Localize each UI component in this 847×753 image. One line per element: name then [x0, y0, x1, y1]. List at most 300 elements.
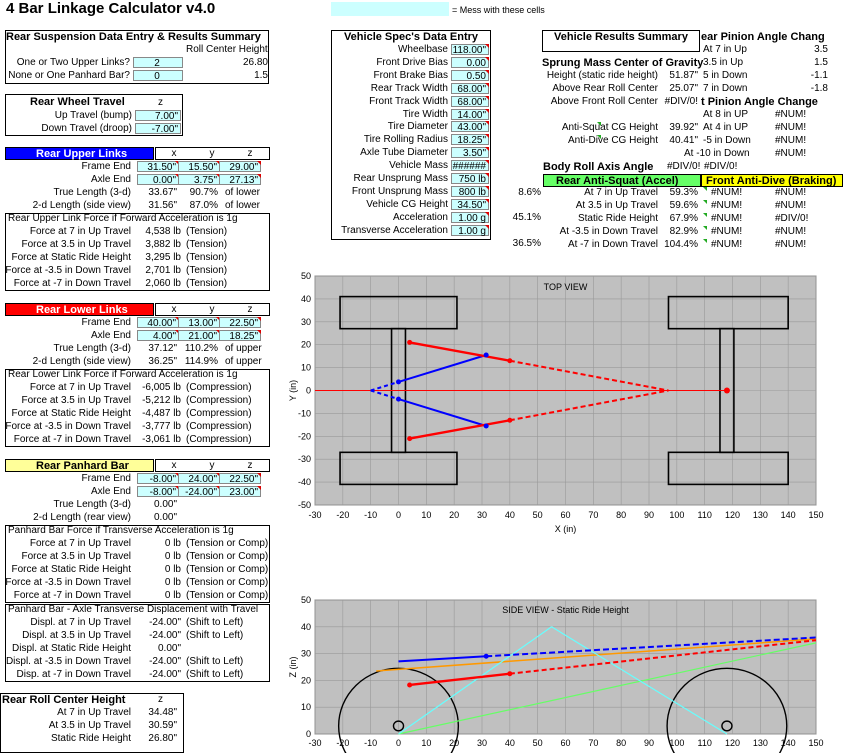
panhard-force-label: Force at -3.5 in Down Travel	[5, 577, 131, 588]
x-tick-label: 60	[560, 738, 571, 748]
spec-input[interactable]: 18.25"	[451, 134, 489, 145]
roll-center-value: 30.59"	[148, 720, 177, 731]
top-view-title: TOP VIEW	[543, 282, 588, 292]
lower-links-value-x: 36.25"	[148, 356, 177, 367]
upper-links-col-y: y	[209, 148, 215, 159]
upper-links-force-label: Force at -7 in Down Travel	[13, 278, 131, 289]
panhard-force-value: 0 lb	[164, 551, 181, 562]
upper-links-value-y: 87.0%	[189, 200, 218, 211]
anti-dive-v1: #NUM!	[711, 213, 743, 224]
x-tick-label: -10	[364, 510, 378, 520]
x-tick-label: 60	[560, 510, 571, 520]
sprung-header: Sprung Mass Center of Gravity	[542, 57, 704, 69]
y-axis-label: Z (in)	[288, 656, 298, 678]
x-tick-label: 140	[780, 510, 796, 520]
x-tick-label: 10	[421, 510, 432, 520]
spec-label: Front Drive Bias	[376, 56, 448, 68]
pinion-front-label: -5 in Down	[703, 135, 751, 146]
anti-dive-v1: #NUM!	[711, 187, 743, 198]
panhard-disp-label: Displ. at 3.5 in Up Travel	[22, 630, 131, 641]
spec-input[interactable]: 118.00"	[451, 44, 489, 55]
x-tick-label: 90	[643, 738, 655, 748]
cg-note-marker	[597, 135, 601, 139]
panhard-disp-value: 0.00"	[157, 643, 181, 654]
axle-center-marker	[724, 388, 730, 394]
roll-center-col-header: Roll Center Height	[186, 44, 268, 55]
anti-squat-label: At 7 in Up Travel	[584, 187, 658, 198]
upper-links-force-type: (Tension)	[186, 252, 228, 263]
lower-links-row-label: Axle End	[90, 330, 131, 341]
legend-swatch	[331, 2, 449, 16]
x-tick-label: 50	[532, 510, 543, 520]
upper-links-input-z[interactable]: 27.13"	[219, 174, 261, 185]
y-tick-label: 10	[300, 702, 311, 713]
lower-links-input-z[interactable]: 18.25"	[219, 330, 261, 341]
x-tick-label: 80	[616, 510, 627, 520]
pinion-rear-value: -1.1	[810, 70, 828, 81]
upper-links-row-label: 2-d Length (side view)	[32, 200, 131, 211]
spec-note-marker	[485, 173, 489, 177]
upper-links-force-value: 2,060 lb	[145, 278, 181, 289]
spec-input[interactable]: 68.00"	[451, 83, 489, 94]
panhard-row-label: Frame End	[81, 473, 131, 484]
spec-input[interactable]: 43.00"	[451, 121, 489, 132]
pinion-front-header: t Pinion Angle Change	[701, 96, 818, 108]
pinion-rear-label: 3.5 in Up	[703, 57, 744, 68]
pinion-rear-label: 5 in Down	[703, 70, 748, 81]
upper-links-value-z: of lower	[225, 187, 261, 198]
spec-input[interactable]: 68.00"	[451, 96, 489, 107]
x-axis-label: X (in)	[554, 524, 577, 534]
panhard-input-y[interactable]: 24.00"	[178, 473, 220, 484]
panhard-note-marker	[257, 486, 261, 490]
rear-summary-result: 26.80	[242, 57, 268, 68]
top-view-chart	[290, 268, 826, 558]
spec-note-marker	[485, 44, 489, 48]
panhard-value-x: 0.00"	[153, 512, 177, 523]
lower-links-input-x[interactable]: 4.00"	[137, 330, 179, 341]
spec-label: Axle Tube Diameter	[360, 147, 448, 159]
x-tick-label: 30	[476, 738, 488, 748]
cg-label: Anti-Dive CG Height	[567, 135, 658, 146]
pinion-front-label: At 8 in UP	[703, 109, 749, 120]
lower-links-force-value: -5,212 lb	[142, 395, 181, 406]
y-tick-label: -30	[297, 454, 311, 465]
upper-links-force-label: Force at Static Ride Height	[11, 252, 131, 263]
y-tick-label: 10	[300, 362, 311, 373]
rear-travel-header: Rear Wheel Travel	[30, 96, 125, 108]
panhard-force-type: (Tension or Comp)	[186, 538, 269, 549]
pinion-rear-label: 7 in Down	[703, 83, 748, 94]
lower-links-value-y: 110.2%	[184, 343, 218, 354]
rear-travel-label: Up Travel (bump)	[54, 110, 132, 121]
spec-label: Acceleration	[392, 211, 448, 223]
spec-input[interactable]: 0.00	[451, 57, 489, 68]
legend-note: = Mess with these cells	[452, 5, 545, 15]
spec-note-marker	[485, 57, 489, 61]
pinion-front-label: At -10 in Down	[684, 148, 750, 159]
pinion-rear-value: 3.5	[814, 44, 828, 55]
lower-links-force-label: Force at 7 in Up Travel	[29, 382, 131, 393]
upper-links-force-type: (Tension)	[186, 239, 228, 250]
y-tick-label: -50	[297, 500, 311, 510]
panhard-input-y[interactable]: -24.00"	[178, 486, 220, 497]
panhard-col-x: x	[171, 460, 177, 471]
lower-link-joint	[507, 358, 512, 363]
panhard-force-value: 0 lb	[164, 564, 181, 575]
panhard-disp-value: -24.00"	[149, 669, 181, 680]
upper-links-header: Rear Upper Links	[5, 147, 154, 160]
panhard-col-z: z	[247, 460, 253, 471]
x-tick-label: 120	[724, 738, 741, 748]
anti-squat-header: Rear Anti-Squat (Accel)	[543, 174, 701, 187]
body-roll-v1: #DIV/0!	[667, 161, 701, 172]
lower-links-col-y: y	[209, 304, 215, 315]
panhard-disp-title: Panhard Bar - Axle Transverse Displacement with Travel	[8, 604, 259, 615]
x-tick-label: 100	[669, 738, 685, 748]
pinion-front-value: #NUM!	[775, 148, 807, 159]
x-tick-label: 130	[752, 738, 768, 748]
lower-links-force-type: (Compression)	[186, 434, 252, 445]
lower-links-value-z: of upper	[225, 356, 262, 367]
upper-links-input-x[interactable]: 31.50"	[137, 161, 179, 172]
sprung-label: Above Rear Roll Center	[552, 83, 658, 94]
y-tick-label: 20	[300, 675, 311, 686]
anti-squat-value: 67.9%	[669, 213, 698, 224]
spec-input[interactable]: 3.50"	[451, 147, 489, 158]
panhard-force-value: 0 lb	[164, 590, 181, 601]
panhard-row-label: 2-d Length (rear view)	[33, 512, 131, 523]
y-tick-label: 50	[300, 595, 311, 605]
rear-travel-input[interactable]: 7.00"	[135, 110, 181, 121]
x-tick-label: 10	[421, 738, 432, 748]
upper-links-force-value: 4,538 lb	[145, 226, 181, 237]
spec-label: Tire Width	[402, 108, 448, 120]
anti-dive-v2: #NUM!	[775, 239, 807, 250]
lower-links-col-z: z	[247, 304, 253, 315]
y-axis-label: Y (in)	[288, 379, 298, 402]
anti-dive-marker	[703, 226, 707, 230]
lower-links-value-z: of upper	[225, 343, 262, 354]
lower-links-input-x[interactable]: 40.00"	[137, 317, 179, 328]
lower-links-value-y: 114.9%	[184, 356, 218, 367]
rear-summary-input[interactable]: 0	[133, 70, 183, 81]
cg-value: 39.92"	[669, 122, 698, 133]
lower-links-force-value: -3,061 lb	[142, 434, 181, 445]
anti-dive-v1: #NUM!	[711, 200, 743, 211]
x-tick-label: 150	[808, 510, 824, 520]
rear-travel-input[interactable]: -7.00"	[135, 123, 181, 134]
y-tick-label: 40	[300, 293, 311, 304]
upper-links-input-z[interactable]: 29.00"	[219, 161, 261, 172]
roll-center-label: At 7 in Up Travel	[57, 707, 131, 718]
panhard-value-x: 0.00"	[153, 499, 177, 510]
cg-value: 40.41"	[669, 135, 698, 146]
upper-links-force-label: Force at 7 in Up Travel	[29, 226, 131, 237]
lower-links-note-marker	[257, 330, 261, 334]
y-tick-label: 0	[305, 729, 311, 739]
upper-links-value-x: 33.67"	[148, 187, 177, 198]
anti-dive-marker	[703, 187, 707, 191]
pinion-front-value: #NUM!	[775, 109, 807, 120]
x-tick-label: -30	[308, 738, 322, 748]
y-tick-label: -40	[297, 477, 311, 488]
lower-links-force-type: (Compression)	[186, 395, 252, 406]
lower-links-force-type: (Compression)	[186, 421, 252, 432]
lower-links-force-title: Rear Lower Link Force if Forward Acceleration is 1g	[8, 369, 238, 380]
pinion-front-label: At 4 in UP	[703, 122, 749, 133]
spec-note-marker	[485, 160, 489, 164]
upper-links-force-type: (Tension)	[186, 226, 228, 237]
panhard-force-label: Force at 3.5 in Up Travel	[21, 551, 131, 562]
anti-squat-value: 59.3%	[669, 187, 698, 198]
spec-note-marker	[485, 109, 489, 113]
anti-dive-v1: #NUM!	[711, 226, 743, 237]
lower-links-input-y[interactable]: 21.00"	[178, 330, 220, 341]
rear-travel-label: Down Travel (droop)	[41, 123, 132, 134]
rear-summary-label: None or One Panhard Bar?	[8, 70, 130, 81]
upper-links-col-box	[155, 147, 270, 160]
cg-label: Anti-Squat CG Height	[561, 122, 658, 133]
upper-links-row-label: Frame End	[81, 161, 131, 172]
spec-input[interactable]: 1.00 g	[451, 212, 489, 223]
spec-label: Front Unsprung Mass	[351, 185, 448, 197]
lower-links-col-box	[155, 303, 270, 316]
body-roll-v2: #DIV/0!	[704, 161, 738, 172]
lower-links-force-value: -6,005 lb	[142, 382, 181, 393]
roll-center-value: 34.48"	[148, 707, 177, 718]
x-tick-label: 140	[780, 738, 796, 748]
panhard-force-type: (Tension or Comp)	[186, 577, 269, 588]
y-tick-label: 50	[300, 271, 311, 281]
x-tick-label: 0	[395, 510, 402, 520]
pinion-front-value: #NUM!	[775, 122, 807, 133]
panhard-col-y: y	[209, 460, 215, 471]
upper-link-joint	[396, 397, 401, 402]
anti-dive-marker	[703, 239, 707, 243]
x-tick-label: -20	[336, 510, 350, 520]
lower-links-input-z[interactable]: 22.50"	[219, 317, 261, 328]
sprung-label: Above Front Roll Center	[550, 96, 658, 107]
panhard-disp-label: Displ. at -3.5 in Down Travel	[5, 656, 131, 667]
spec-label: Wheelbase	[397, 44, 448, 55]
anti-squat-label: At 3.5 in Up Travel	[575, 200, 658, 211]
x-tick-label: 70	[588, 738, 599, 748]
lower-links-input-y[interactable]: 13.00"	[178, 317, 220, 328]
y-tick-label: -10	[297, 408, 311, 419]
x-tick-label: 120	[724, 510, 741, 520]
panhard-input-x[interactable]: -8.00"	[137, 473, 179, 484]
upper-link-joint	[484, 353, 489, 358]
y-tick-label: -20	[297, 431, 311, 442]
lower-links-header: Rear Lower Links	[5, 303, 154, 316]
rear-summary-label: One or Two Upper Links?	[16, 57, 130, 68]
rear-summary-input[interactable]: 2	[133, 57, 183, 68]
spec-note-marker	[485, 70, 489, 74]
anti-dive-v2: #NUM!	[775, 187, 807, 198]
upper-links-input-y[interactable]: 3.75"	[178, 174, 220, 185]
panhard-input-x[interactable]: -8.00"	[137, 486, 179, 497]
panhard-disp-type: (Shift to Left)	[186, 630, 244, 641]
spec-input[interactable]: 0.50	[451, 70, 489, 81]
panhard-force-label: Force at -7 in Down Travel	[13, 590, 131, 601]
x-tick-label: 20	[449, 510, 460, 520]
sprung-value: #DIV/0!	[664, 96, 698, 107]
spec-label: Vehicle CG Height	[366, 198, 448, 210]
lower-links-row-label: Frame End	[81, 317, 131, 328]
upper-links-input-y[interactable]: 15.50"	[178, 161, 220, 172]
sprung-value: 25.07"	[669, 83, 698, 94]
upper-links-note-marker	[257, 161, 261, 165]
lower-link-joint	[507, 418, 512, 423]
x-tick-label: -20	[336, 738, 350, 748]
upper-link-joint	[484, 654, 489, 659]
spec-input[interactable]: ######	[451, 160, 489, 171]
lower-link-joint	[407, 340, 412, 345]
roll-center-col: z	[158, 694, 163, 705]
lower-links-note-marker	[257, 317, 261, 321]
panhard-force-value: 0 lb	[164, 538, 181, 549]
x-tick-label: -30	[308, 510, 322, 520]
panhard-disp-label: Displ. at Static Ride Height	[12, 643, 131, 654]
lower-link-joint	[507, 671, 512, 676]
x-tick-label: 150	[808, 738, 824, 748]
panhard-row-label: True Length (3-d)	[53, 499, 131, 510]
spec-input[interactable]: 1.00 g	[451, 225, 489, 236]
x-tick-label: 40	[504, 510, 515, 520]
x-tick-label: 90	[643, 510, 655, 520]
spec-input[interactable]: 14.00"	[451, 109, 489, 120]
x-tick-label: 0	[395, 738, 402, 748]
spec-note-marker	[485, 199, 489, 203]
y-tick-label: 20	[300, 339, 311, 350]
upper-links-value-z: of lower	[225, 200, 261, 211]
panhard-input-z[interactable]: 23.00"	[219, 486, 261, 497]
pinion-rear-header: ear Pinion Angle Chang	[701, 31, 825, 43]
spec-note-marker	[485, 96, 489, 100]
spec-label: Front Brake Bias	[373, 69, 448, 81]
lower-links-row-label: True Length (3-d)	[53, 343, 131, 354]
panhard-disp-label: Displ. at 7 in Up Travel	[30, 617, 131, 628]
upper-link-joint	[396, 379, 401, 384]
spec-note-marker	[485, 83, 489, 87]
anti-squat-value: 59.6%	[669, 200, 698, 211]
lower-links-force-label: Force at -3.5 in Down Travel	[5, 421, 131, 432]
anti-squat-value: 104.4%	[664, 239, 698, 250]
upper-links-value-y: 90.7%	[189, 187, 218, 198]
upper-links-value-x: 31.56"	[148, 200, 177, 211]
x-tick-label: 70	[588, 510, 599, 520]
panhard-force-label: Force at 7 in Up Travel	[29, 538, 131, 549]
spec-side-pct: 8.6%	[518, 187, 541, 198]
body-roll-label: Body Roll Axis Angle	[543, 161, 654, 173]
pinion-rear-value: 1.5	[814, 57, 828, 68]
anti-dive-v2: #NUM!	[775, 226, 807, 237]
rear-summary-result: 1.5	[254, 70, 268, 81]
spec-label: Rear Unsprung Mass	[353, 173, 448, 184]
rear-summary-header: Rear Suspension Data Entry & Results Summary	[6, 31, 261, 43]
upper-links-note-marker	[257, 174, 261, 178]
pinion-front-value: #NUM!	[775, 135, 807, 146]
panhard-disp-label: Disp. at -7 in Down Travel	[16, 669, 131, 680]
upper-links-force-label: Force at 3.5 in Up Travel	[21, 239, 131, 250]
panhard-row-label: Axle End	[90, 486, 131, 497]
panhard-disp-type: (Shift to Left)	[186, 669, 244, 680]
spec-note-marker	[485, 121, 489, 125]
x-tick-label: 40	[504, 738, 515, 748]
upper-links-force-type: (Tension)	[186, 265, 228, 276]
spec-label: Tire Rolling Radius	[363, 134, 448, 146]
spec-label: Transverse Acceleration	[341, 224, 448, 236]
spec-input[interactable]: 750 lb	[451, 173, 489, 184]
results-header: Vehicle Results Summary	[554, 31, 688, 43]
vehicle-spec-header: Vehicle Spec's Data Entry	[343, 31, 479, 43]
anti-squat-label: At -3.5 in Down Travel	[559, 226, 658, 237]
anti-dive-marker	[703, 213, 707, 217]
upper-link-joint	[484, 423, 489, 428]
panhard-disp-type: (Shift to Left)	[186, 656, 244, 667]
upper-links-input-x[interactable]: 0.00"	[137, 174, 179, 185]
anti-dive-header: Front Anti-Dive (Braking)	[701, 174, 843, 187]
lower-links-col-x: x	[171, 304, 177, 315]
anti-dive-v1: #NUM!	[711, 239, 743, 250]
spec-label: Tire Diameter	[387, 121, 448, 133]
x-tick-label: 130	[752, 510, 768, 520]
panhard-input-z[interactable]: 22.50"	[219, 473, 261, 484]
lower-links-force-label: Force at -7 in Down Travel	[13, 434, 131, 445]
lower-links-force-type: (Compression)	[186, 382, 252, 393]
spec-note-marker	[485, 225, 489, 229]
panhard-col-box	[155, 459, 270, 472]
x-tick-label: 50	[532, 738, 543, 748]
anti-squat-label: Static Ride Height	[577, 213, 658, 224]
panhard-force-label: Force at Static Ride Height	[11, 564, 131, 575]
upper-links-col-x: x	[171, 148, 177, 159]
panhard-force-type: (Tension or Comp)	[186, 564, 269, 575]
pinion-rear-label: At 7 in Up	[703, 44, 747, 55]
pinion-rear-value: -1.8	[810, 83, 828, 94]
lower-link-joint	[407, 682, 412, 687]
rear-travel-col: z	[158, 97, 163, 108]
upper-links-col-z: z	[247, 148, 253, 159]
anti-dive-v2: #NUM!	[775, 200, 807, 211]
spec-input[interactable]: 34.50"	[451, 199, 489, 210]
side-view-chart	[290, 592, 826, 752]
panhard-disp-value: -24.00"	[149, 656, 181, 667]
panhard-disp-type: (Shift to Left)	[186, 617, 244, 628]
app-title: 4 Bar Linkage Calculator v4.0	[6, 0, 216, 17]
panhard-disp-value: -24.00"	[149, 630, 181, 641]
upper-links-force-label: Force at -3.5 in Down Travel	[5, 265, 131, 276]
sprung-label: Height (static ride height)	[546, 70, 658, 81]
upper-links-force-value: 3,295 lb	[145, 252, 181, 263]
upper-links-force-type: (Tension)	[186, 278, 228, 289]
panhard-force-type: (Tension or Comp)	[186, 590, 269, 601]
upper-links-row-label: True Length (3-d)	[53, 187, 131, 198]
panhard-force-title: Panhard Bar Force if Transverse Acceleration is 1g	[8, 525, 234, 536]
x-tick-label: 20	[449, 738, 460, 748]
anti-squat-label: At -7 in Down Travel	[567, 239, 658, 250]
spec-input[interactable]: 800 lb	[451, 186, 489, 197]
x-tick-label: 110	[697, 510, 712, 520]
spec-label: Vehicle Mass	[389, 160, 448, 172]
anti-dive-v2: #DIV/0!	[775, 213, 809, 224]
anti-squat-value: 82.9%	[669, 226, 698, 237]
roll-center-header: Rear Roll Center Height	[2, 694, 126, 706]
upper-links-row-label: Axle End	[90, 174, 131, 185]
spec-side-pct: 45.1%	[512, 212, 541, 223]
upper-links-force-value: 2,701 lb	[145, 265, 181, 276]
